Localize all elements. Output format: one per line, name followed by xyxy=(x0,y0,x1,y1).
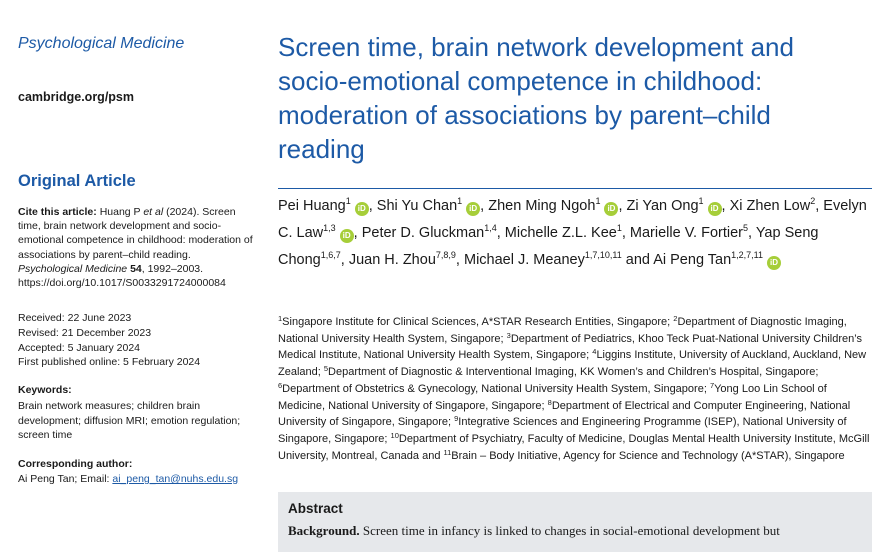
date-published: First published online: 5 February 2024 xyxy=(18,356,201,369)
orcid-icon[interactable]: iD xyxy=(767,256,781,270)
author-affiliation-number: 1 xyxy=(595,196,601,206)
affiliation-text: Brain – Body Initiative, Agency for Science and Technology (A*STAR), Singapore xyxy=(451,449,845,462)
author-name[interactable]: Xi Zhen Low xyxy=(729,198,811,214)
cite-journal: Psychological Medicine xyxy=(18,262,128,275)
abstract-text xyxy=(288,523,868,539)
affiliation-item xyxy=(278,316,670,328)
affiliation-item xyxy=(443,447,845,462)
author-separator: , xyxy=(368,198,373,214)
affiliation-text: Singapore Institute for Clinical Sciences, A*STAR Research Entities, Singapore; xyxy=(282,316,671,328)
journal-name[interactable]: Psychological Medicine xyxy=(18,35,185,52)
corresponding-name: Ai Peng Tan; Email: xyxy=(18,473,110,485)
author-entry xyxy=(653,252,781,268)
affiliation-text: Department of Obstetrics & Gynecology, National University Health System, Singapore; xyxy=(282,382,707,395)
corresponding-email-link[interactable]: ai_peng_tan@nuhs.edu.sg xyxy=(112,473,239,485)
cite-text: (2024). Screen time, brain network development and socio-emotional competence in childhood: moderation of associations by parent–child reading. xyxy=(18,206,253,261)
corresponding-author xyxy=(18,473,238,485)
author-name[interactable]: Evelyn C. Law xyxy=(278,198,867,241)
affiliation-text: Department of Electrical and Computer Engineering, National University of Singapore, Singapore; xyxy=(278,399,851,429)
author-entry xyxy=(730,198,820,214)
author-separator: , xyxy=(455,252,460,268)
orcid-icon[interactable]: iD xyxy=(355,202,369,216)
author-affiliation-number: 1 xyxy=(616,223,622,233)
author-entry xyxy=(278,198,373,214)
author-name[interactable]: Juan H. Zhou xyxy=(348,252,436,268)
affiliation-number: 9 xyxy=(454,414,459,424)
affiliation-number: 10 xyxy=(390,430,399,440)
author-affiliation-number: 5 xyxy=(743,223,749,233)
author-name[interactable]: Zhen Ming Ngoh xyxy=(488,198,596,214)
affiliation-number: 8 xyxy=(547,397,552,407)
author-affiliation-number: 1,2,7,11 xyxy=(731,250,764,260)
author-entry xyxy=(488,198,622,214)
author-name[interactable]: Shi Yu Chan xyxy=(376,198,458,214)
author-entry xyxy=(362,225,501,241)
orcid-icon[interactable]: iD xyxy=(708,202,722,216)
affiliation-text: Department of Pediatrics, Khoo Teck Puat-National University Children’s Medical Institute, National University Health System, Singapore; xyxy=(278,332,862,362)
author-name[interactable]: Yap Seng Chong xyxy=(278,225,819,268)
author-affiliation-number: 1,7,10,11 xyxy=(584,250,622,260)
cite-pages: , 1992–2003. xyxy=(141,262,204,275)
title-divider xyxy=(278,188,872,189)
author-affiliation-number: 1 xyxy=(698,196,704,206)
citation-block xyxy=(18,205,256,290)
cite-volume: 54 xyxy=(130,262,142,275)
date-accepted: Accepted: 5 January 2024 xyxy=(18,341,141,354)
cite-doi[interactable]: https://doi.org/10.1017/S0033291724000084 xyxy=(18,277,226,290)
affiliation-item xyxy=(278,380,707,395)
keywords-list: Brain network measures; children brain development; diffusion MRI; emotion regulation; screen time xyxy=(18,400,241,441)
affiliation-number: 3 xyxy=(506,330,511,340)
author-entry xyxy=(505,225,626,241)
author-affiliation-number: 1,4 xyxy=(484,223,497,233)
author-name[interactable]: Peter D. Gluckman xyxy=(361,225,485,241)
affiliation-text: Department of Psychiatry, Faculty of Medicine, Douglas Mental Health University Institute, McGill University, Montreal, Canada and xyxy=(278,432,870,462)
author-entry xyxy=(630,225,752,241)
cite-authors: Huang P xyxy=(99,206,141,218)
affiliation-number: 6 xyxy=(278,380,283,390)
author-affiliation-number: 1 xyxy=(457,196,463,206)
author-entry xyxy=(377,198,484,214)
affiliation-number: 1 xyxy=(278,314,283,323)
author-separator: , xyxy=(496,225,501,241)
author-name[interactable]: Pei Huang xyxy=(278,198,346,214)
date-revised: Revised: 21 December 2023 xyxy=(18,326,152,339)
author-name[interactable]: Ai Peng Tan xyxy=(653,252,732,268)
affiliation-text: Liggins Institute, University of Auckland, Auckland, New Zealand; xyxy=(278,349,867,379)
author-affiliation-number: 2 xyxy=(810,196,816,206)
author-name[interactable]: Zi Yan Ong xyxy=(626,198,699,214)
affiliation-text: Department of Diagnostic & Interventional Imaging, KK Women’s and Children’s Hospital, Singapore; xyxy=(328,366,819,379)
cite-etal: et al xyxy=(143,206,164,218)
orcid-icon[interactable]: iD xyxy=(466,202,480,216)
orcid-icon[interactable]: iD xyxy=(604,202,618,216)
author-separator: and xyxy=(621,252,650,268)
author-name[interactable]: Michael J. Meaney xyxy=(463,252,585,268)
affiliation-text: Department of Diagnostic Imaging, National University Health System, Singapore; xyxy=(278,316,847,345)
author-affiliation-number: 1 xyxy=(345,196,351,206)
author-separator: , xyxy=(340,252,345,268)
affiliation-number: 11 xyxy=(443,447,452,457)
abstract-box xyxy=(278,492,872,552)
corresponding-heading: Corresponding author: xyxy=(18,458,133,470)
cite-label: Cite this article: xyxy=(18,206,97,218)
author-list xyxy=(278,193,872,274)
author-name[interactable]: Marielle V. Fortier xyxy=(629,225,743,241)
author-separator: , xyxy=(621,225,626,241)
author-entry xyxy=(627,198,726,214)
author-affiliation-number: 1,3 xyxy=(323,223,336,233)
author-separator: , xyxy=(748,225,753,241)
abstract-background-label: Background. xyxy=(288,523,360,538)
author-entry xyxy=(464,252,650,268)
affiliation-item xyxy=(324,366,819,378)
abstract-background-text: Screen time in infancy is linked to changes in social-emotional development but xyxy=(362,523,780,538)
affiliation-text: Integrative Sciences and Engineering Programme (ISEP), National University of Singapore, Singapore; xyxy=(278,416,847,445)
date-received: Received: 22 June 2023 xyxy=(18,312,132,324)
author-name[interactable]: Michelle Z.L. Kee xyxy=(504,225,617,241)
article-type: Original Article xyxy=(18,172,136,190)
author-separator: , xyxy=(353,225,358,241)
keywords-heading: Keywords: xyxy=(18,384,72,396)
author-entry xyxy=(349,252,460,268)
affiliation-number: 4 xyxy=(592,347,597,357)
affiliation-number: 2 xyxy=(673,314,678,323)
author-separator: , xyxy=(815,198,820,214)
article-title: Screen time, brain network development and socio-emotional competence in childhood: moderation of associations by parent–child reading xyxy=(278,32,794,164)
author-affiliation-number: 7,8,9 xyxy=(435,250,456,260)
author-affiliation-number: 1,6,7 xyxy=(320,250,341,260)
orcid-icon[interactable]: iD xyxy=(340,229,354,243)
affiliation-number: 5 xyxy=(323,364,329,374)
publication-dates xyxy=(18,311,200,370)
author-separator: , xyxy=(618,198,623,214)
journal-website[interactable]: cambridge.org/psm xyxy=(18,90,134,104)
abstract-heading: Abstract xyxy=(288,501,343,516)
author-separator: , xyxy=(721,198,726,214)
affiliation-text: Yong Loo Lin School of Medicine, National University of Singapore, Singapore; xyxy=(278,382,827,412)
affiliation-number: 7 xyxy=(709,380,715,390)
author-separator: , xyxy=(480,198,485,214)
affiliations xyxy=(278,314,872,464)
